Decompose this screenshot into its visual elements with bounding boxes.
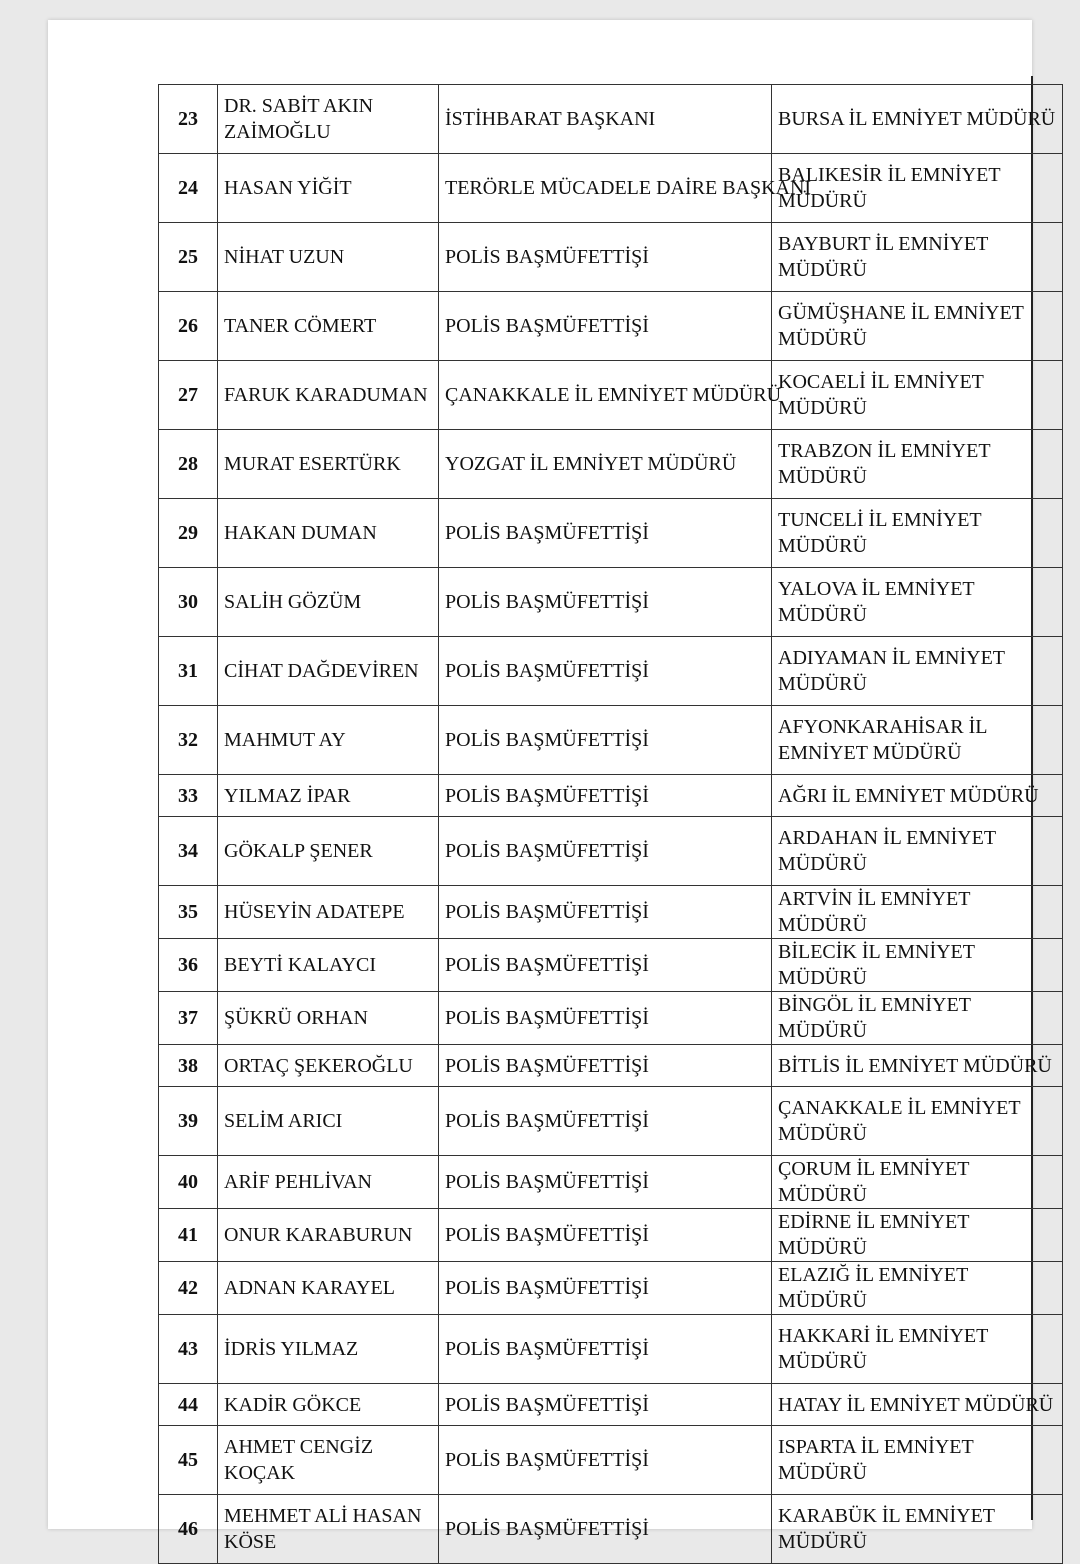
new-position-cell: BURSA İL EMNİYET MÜDÜRÜ: [772, 85, 1063, 154]
person-name-cell: MEHMET ALİ HASAN KÖSE: [218, 1495, 439, 1564]
person-name-cell: CİHAT DAĞDEVİREN: [218, 637, 439, 706]
person-name-cell: SALİH GÖZÜM: [218, 568, 439, 637]
person-name-cell: NİHAT UZUN: [218, 223, 439, 292]
row-number-cell: 25: [159, 223, 218, 292]
table-row: [159, 775, 1063, 817]
previous-position-cell: POLİS BAŞMÜFETTİŞİ: [439, 1384, 772, 1426]
new-position-cell: ISPARTA İL EMNİYET MÜDÜRÜ: [772, 1426, 1063, 1495]
new-position-cell: ÇORUM İL EMNİYET MÜDÜRÜ: [772, 1156, 1063, 1209]
new-position-cell: ADIYAMAN İL EMNİYET MÜDÜRÜ: [772, 637, 1063, 706]
person-name-cell: TANER CÖMERT: [218, 292, 439, 361]
previous-position-cell: YOZGAT İL EMNİYET MÜDÜRÜ: [439, 430, 772, 499]
person-name-cell: ONUR KARABURUN: [218, 1209, 439, 1262]
table-row: [159, 1156, 1063, 1209]
table-row: [159, 568, 1063, 637]
new-position-cell: ARDAHAN İL EMNİYET MÜDÜRÜ: [772, 817, 1063, 886]
row-number-cell: 29: [159, 499, 218, 568]
previous-position-cell: TERÖRLE MÜCADELE DAİRE BAŞKANI: [439, 154, 772, 223]
table-row: [159, 292, 1063, 361]
person-name-cell: FARUK KARADUMAN: [218, 361, 439, 430]
person-name-cell: HÜSEYİN ADATEPE: [218, 886, 439, 939]
previous-position-cell: POLİS BAŞMÜFETTİŞİ: [439, 992, 772, 1045]
previous-position-cell: POLİS BAŞMÜFETTİŞİ: [439, 775, 772, 817]
person-name-cell: ORTAÇ ŞEKEROĞLU: [218, 1045, 439, 1087]
table-row: [159, 817, 1063, 886]
new-position-cell: ELAZIĞ İL EMNİYET MÜDÜRÜ: [772, 1262, 1063, 1315]
table-row: [159, 886, 1063, 939]
row-number-cell: 43: [159, 1315, 218, 1384]
row-number-cell: 37: [159, 992, 218, 1045]
previous-position-cell: POLİS BAŞMÜFETTİŞİ: [439, 706, 772, 775]
row-number-cell: 45: [159, 1426, 218, 1495]
row-number-cell: 30: [159, 568, 218, 637]
previous-position-cell: POLİS BAŞMÜFETTİŞİ: [439, 1209, 772, 1262]
previous-position-cell: ÇANAKKALE İL EMNİYET MÜDÜRÜ: [439, 361, 772, 430]
new-position-cell: BALIKESİR İL EMNİYET MÜDÜRÜ: [772, 154, 1063, 223]
previous-position-cell: İSTİHBARAT BAŞKANI: [439, 85, 772, 154]
previous-position-cell: POLİS BAŞMÜFETTİŞİ: [439, 1262, 772, 1315]
table-row: [159, 85, 1063, 154]
new-position-cell: KARABÜK İL EMNİYET MÜDÜRÜ: [772, 1495, 1063, 1564]
table-row: [159, 1045, 1063, 1087]
table-row: [159, 1384, 1063, 1426]
table-row: [159, 223, 1063, 292]
previous-position-cell: POLİS BAŞMÜFETTİŞİ: [439, 1045, 772, 1087]
previous-position-cell: POLİS BAŞMÜFETTİŞİ: [439, 1156, 772, 1209]
previous-position-cell: POLİS BAŞMÜFETTİŞİ: [439, 1315, 772, 1384]
table-row: [159, 1209, 1063, 1262]
row-number-cell: 36: [159, 939, 218, 992]
row-number-cell: 35: [159, 886, 218, 939]
previous-position-cell: POLİS BAŞMÜFETTİŞİ: [439, 1426, 772, 1495]
person-name-cell: GÖKALP ŞENER: [218, 817, 439, 886]
new-position-cell: EDİRNE İL EMNİYET MÜDÜRÜ: [772, 1209, 1063, 1262]
table-row: [159, 1315, 1063, 1384]
person-name-cell: İDRİS YILMAZ: [218, 1315, 439, 1384]
table-row: [159, 499, 1063, 568]
person-name-cell: YILMAZ İPAR: [218, 775, 439, 817]
appointment-table: [158, 84, 1063, 1564]
person-name-cell: KADİR GÖKCE: [218, 1384, 439, 1426]
new-position-cell: HATAY İL EMNİYET MÜDÜRÜ: [772, 1384, 1063, 1426]
row-number-cell: 40: [159, 1156, 218, 1209]
row-number-cell: 34: [159, 817, 218, 886]
table-row: [159, 939, 1063, 992]
table-row: [159, 154, 1063, 223]
row-number-cell: 42: [159, 1262, 218, 1315]
person-name-cell: HASAN YİĞİT: [218, 154, 439, 223]
previous-position-cell: POLİS BAŞMÜFETTİŞİ: [439, 886, 772, 939]
row-number-cell: 26: [159, 292, 218, 361]
person-name-cell: BEYTİ KALAYCI: [218, 939, 439, 992]
previous-position-cell: POLİS BAŞMÜFETTİŞİ: [439, 1087, 772, 1156]
table-row: [159, 361, 1063, 430]
person-name-cell: HAKAN DUMAN: [218, 499, 439, 568]
table-row: [159, 1426, 1063, 1495]
person-name-cell: ARİF PEHLİVAN: [218, 1156, 439, 1209]
document-page: [48, 20, 1056, 1553]
table-body: [159, 85, 1063, 1564]
new-position-cell: YALOVA İL EMNİYET MÜDÜRÜ: [772, 568, 1063, 637]
table-row: [159, 637, 1063, 706]
person-name-cell: MURAT ESERTÜRK: [218, 430, 439, 499]
new-position-cell: BAYBURT İL EMNİYET MÜDÜRÜ: [772, 223, 1063, 292]
new-position-cell: AĞRI İL EMNİYET MÜDÜRÜ: [772, 775, 1063, 817]
row-number-cell: 24: [159, 154, 218, 223]
person-name-cell: MAHMUT AY: [218, 706, 439, 775]
new-position-cell: ARTVİN İL EMNİYET MÜDÜRÜ: [772, 886, 1063, 939]
table-row: [159, 430, 1063, 499]
row-number-cell: 31: [159, 637, 218, 706]
row-number-cell: 38: [159, 1045, 218, 1087]
previous-position-cell: POLİS BAŞMÜFETTİŞİ: [439, 292, 772, 361]
person-name-cell: DR. SABİT AKIN ZAİMOĞLU: [218, 85, 439, 154]
new-position-cell: BİNGÖL İL EMNİYET MÜDÜRÜ: [772, 992, 1063, 1045]
new-position-cell: KOCAELİ İL EMNİYET MÜDÜRÜ: [772, 361, 1063, 430]
row-number-cell: 33: [159, 775, 218, 817]
person-name-cell: ADNAN KARAYEL: [218, 1262, 439, 1315]
table-row: [159, 1495, 1063, 1564]
row-number-cell: 46: [159, 1495, 218, 1564]
table-row: [159, 1087, 1063, 1156]
row-number-cell: 27: [159, 361, 218, 430]
table-row: [159, 992, 1063, 1045]
previous-position-cell: POLİS BAŞMÜFETTİŞİ: [439, 223, 772, 292]
previous-position-cell: POLİS BAŞMÜFETTİŞİ: [439, 637, 772, 706]
row-number-cell: 23: [159, 85, 218, 154]
previous-position-cell: POLİS BAŞMÜFETTİŞİ: [439, 568, 772, 637]
previous-position-cell: POLİS BAŞMÜFETTİŞİ: [439, 1495, 772, 1564]
table-row: [159, 1262, 1063, 1315]
row-number-cell: 44: [159, 1384, 218, 1426]
new-position-cell: BİLECİK İL EMNİYET MÜDÜRÜ: [772, 939, 1063, 992]
row-number-cell: 41: [159, 1209, 218, 1262]
row-number-cell: 32: [159, 706, 218, 775]
new-position-cell: TUNCELİ İL EMNİYET MÜDÜRÜ: [772, 499, 1063, 568]
person-name-cell: ŞÜKRÜ ORHAN: [218, 992, 439, 1045]
new-position-cell: TRABZON İL EMNİYET MÜDÜRÜ: [772, 430, 1063, 499]
previous-position-cell: POLİS BAŞMÜFETTİŞİ: [439, 939, 772, 992]
previous-position-cell: POLİS BAŞMÜFETTİŞİ: [439, 499, 772, 568]
new-position-cell: BİTLİS İL EMNİYET MÜDÜRÜ: [772, 1045, 1063, 1087]
person-name-cell: SELİM ARICI: [218, 1087, 439, 1156]
new-position-cell: AFYONKARAHİSAR İL EMNİYET MÜDÜRÜ: [772, 706, 1063, 775]
new-position-cell: ÇANAKKALE İL EMNİYET MÜDÜRÜ: [772, 1087, 1063, 1156]
person-name-cell: AHMET CENGİZ KOÇAK: [218, 1426, 439, 1495]
row-number-cell: 39: [159, 1087, 218, 1156]
new-position-cell: HAKKARİ İL EMNİYET MÜDÜRÜ: [772, 1315, 1063, 1384]
new-position-cell: GÜMÜŞHANE İL EMNİYET MÜDÜRÜ: [772, 292, 1063, 361]
previous-position-cell: POLİS BAŞMÜFETTİŞİ: [439, 817, 772, 886]
table-row: [159, 706, 1063, 775]
row-number-cell: 28: [159, 430, 218, 499]
